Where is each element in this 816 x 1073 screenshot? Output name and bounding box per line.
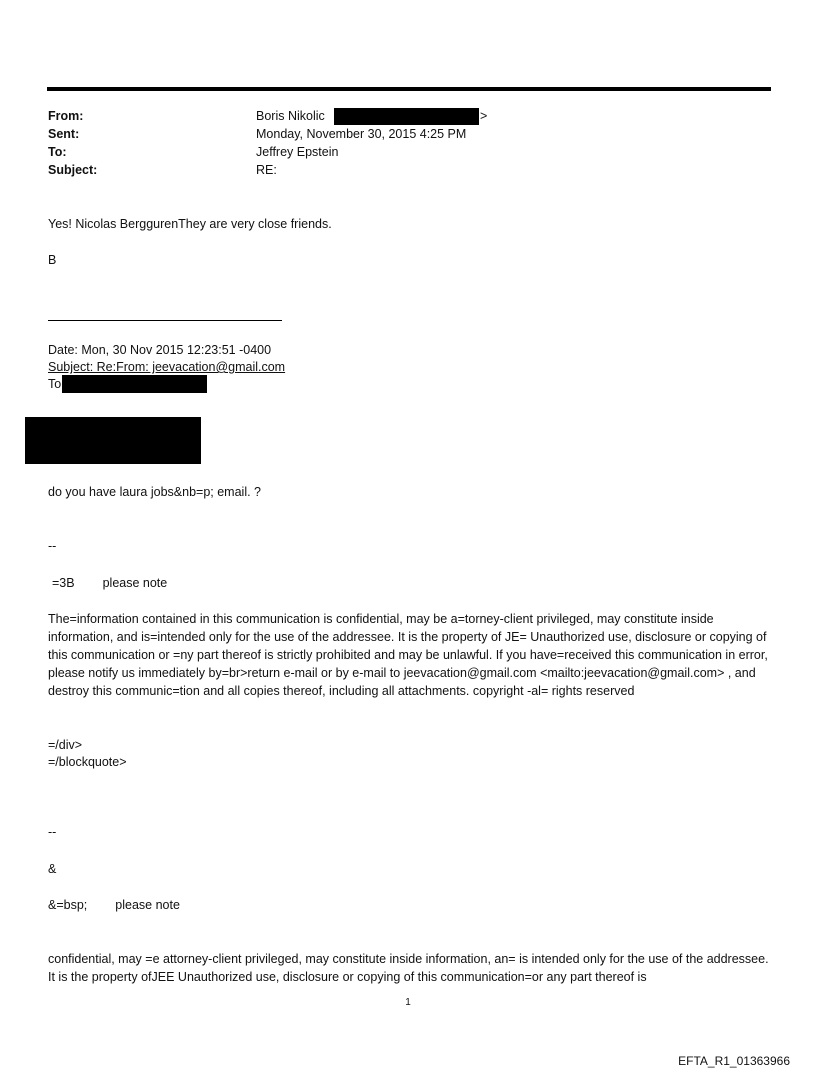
note-line-2 bbox=[48, 896, 180, 914]
from-suffix: > bbox=[480, 109, 488, 123]
quoted-dashes-2: -- bbox=[48, 825, 57, 839]
quoted-date: Date: Mon, 30 Nov 2015 12:23:51 -0400 bbox=[48, 343, 272, 357]
header-rule bbox=[47, 87, 771, 91]
page-number: 1 bbox=[405, 997, 411, 1008]
subject-label: Subject: bbox=[48, 163, 98, 177]
note-line-1 bbox=[52, 574, 167, 592]
quoted-subject: Subject: Re:From: jeevacation@gmail.com bbox=[48, 360, 286, 374]
sent-label: Sent: bbox=[48, 127, 80, 141]
redaction-block bbox=[25, 417, 201, 464]
ampersand-line: & bbox=[48, 862, 57, 876]
from-value bbox=[256, 107, 325, 125]
to-label: To: bbox=[48, 145, 67, 159]
note-prefix-2: &=bsp; bbox=[48, 898, 88, 912]
from-name: Boris Nikolic bbox=[256, 109, 325, 123]
note-text-1: please note bbox=[102, 576, 168, 590]
quoted-to: To bbox=[48, 377, 62, 391]
blockquote-close-tag: =/blockquote> bbox=[48, 755, 127, 769]
reply-line: Yes! Nicolas BerggurenThey are very close friends. bbox=[48, 217, 332, 231]
disclaimer-paragraph-1: The=information contained in this communication is confidential, may be a=torney-client privileged, may constitute inside information, and is=intended only for the use of the addressee. It is the property of JE= Unauthorized use, disclosure or copying of this communication or =ny part thereof is strictly prohibited and may be unlawful. If you have=received this communication in error, please notify us immediately by=br>return e-mail or by e-mail to jeevacation@gmail.com <mailto:jeevacation@gmail.com> , and destroy this communic=tion and all copies thereof, including all attachments. copyright -al= rights reserved bbox=[48, 612, 768, 698]
note-text-2: please note bbox=[115, 898, 180, 912]
disclaimer-paragraph-2: confidential, may =e attorney-client privileged, may constitute inside information, an= is intended only for the use of the addressee. It is the property ofJEE Unauthorized use, disclosure or copying of this communication=or any part thereof is bbox=[48, 952, 769, 984]
redaction-to-address bbox=[62, 375, 207, 393]
div-close-tag: =/div> bbox=[48, 738, 83, 752]
quote-separator bbox=[48, 320, 282, 321]
subject-value: RE: bbox=[256, 163, 277, 177]
bates-number: EFTA_R1_01363966 bbox=[678, 1054, 790, 1068]
reply-signoff: B bbox=[48, 253, 57, 267]
note-prefix-1: =3B bbox=[52, 576, 75, 590]
redaction-from-email bbox=[334, 108, 479, 125]
quoted-question: do you have laura jobs&nb=p; email. ? bbox=[48, 485, 261, 499]
quoted-dashes-1: -- bbox=[48, 539, 57, 553]
to-value: Jeffrey Epstein bbox=[256, 145, 339, 159]
from-label: From: bbox=[48, 109, 84, 123]
sent-value: Monday, November 30, 2015 4:25 PM bbox=[256, 127, 467, 141]
